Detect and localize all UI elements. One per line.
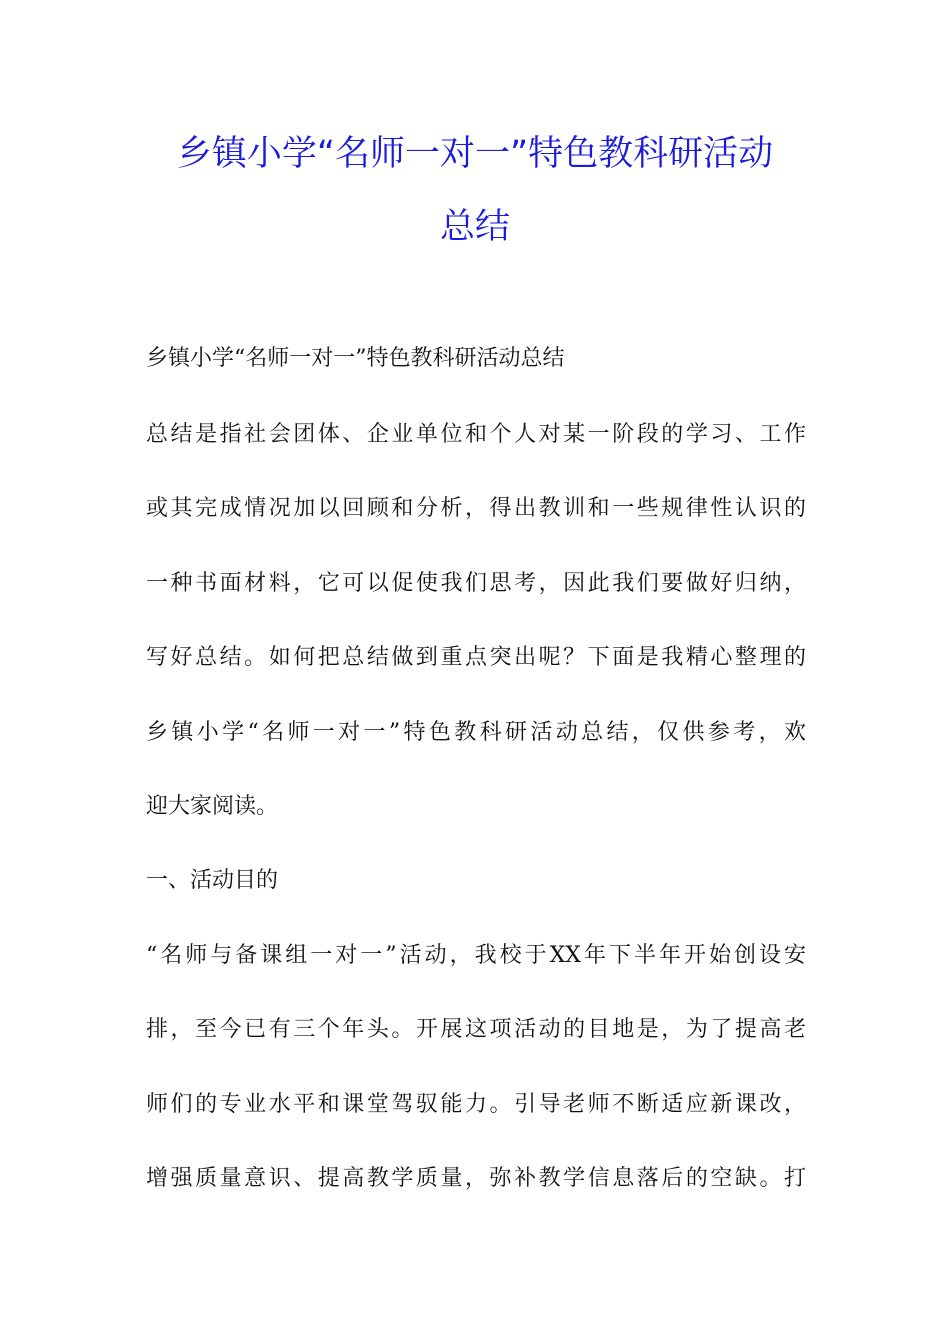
document-title-line-1: 乡镇小学“名师一对一”特色教科研活动: [176, 134, 774, 174]
body-line: 增强质量意识、提高教学质量，弥补教学信息落后的空缺。打: [146, 1166, 806, 1191]
body-line: 写好总结。如何把总结做到重点突出呢？下面是我精心整理的: [146, 645, 806, 670]
body-line: 排，至今已有三个年头。开展这项活动的目地是，为了提高老: [146, 1017, 806, 1042]
body-line: “名师与备课组一对一”活动，我校于XX年下半年开始创设安: [146, 943, 806, 968]
body-line: 乡镇小学“名师一对一”特色教科研活动总结，仅供参考，欢: [146, 720, 806, 745]
body-line: 迎大家阅读。: [146, 794, 279, 819]
body-line: 或其完成情况加以回顾和分析，得出教训和一些规律性认识的: [146, 496, 806, 521]
document-title-line-2: 总结: [439, 207, 510, 247]
body-line: 一种书面材料，它可以促使我们思考，因此我们要做好归纳，: [146, 571, 806, 596]
body-line: 总结是指社会团体、企业单位和个人对某一阶段的学习、工作: [146, 422, 806, 447]
body-line-subtitle: 乡镇小学“名师一对一”特色教科研活动总结: [146, 346, 565, 371]
body-line: 师们的专业水平和课堂驾驭能力。引导老师不断适应新课改，: [146, 1092, 806, 1117]
section-heading: 一、活动目的: [146, 868, 279, 893]
